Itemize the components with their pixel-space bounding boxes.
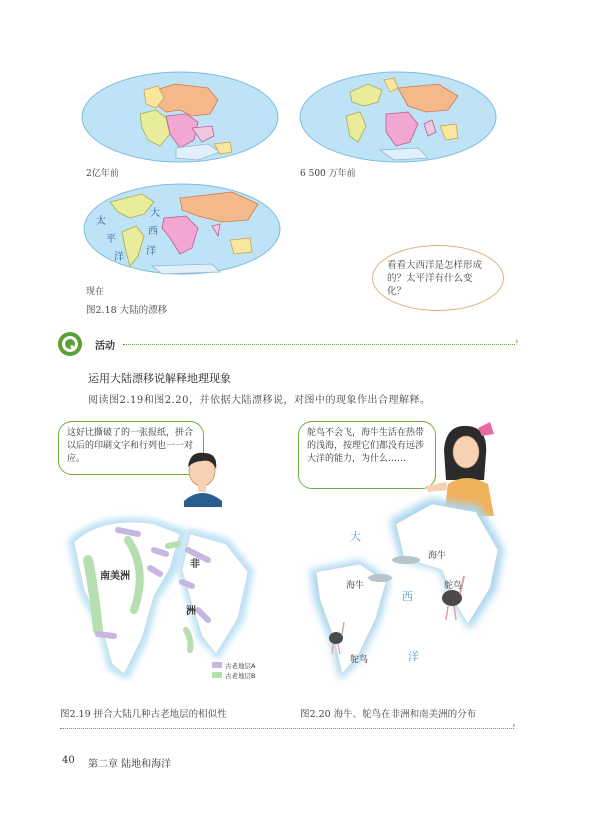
label-south-america: 南美洲 bbox=[100, 571, 130, 582]
speech-bubble-right bbox=[298, 421, 436, 489]
activity-icon bbox=[57, 331, 83, 357]
map3-label: 现在 bbox=[86, 287, 105, 297]
label-africa-2: 洲 bbox=[186, 606, 196, 617]
map-200-million-years bbox=[80, 70, 280, 165]
pacific-char-3: 洋 bbox=[114, 252, 124, 263]
speech-bubble-right-text: 鸵鸟不会飞，海牛生活在热带的浅海，按理它们都没有远涉大洋的能力，为什么…… bbox=[307, 428, 425, 464]
map1-label: 2亿年前 bbox=[86, 169, 119, 179]
legend-item-b bbox=[212, 670, 255, 680]
atlantic-char-3: 洋 bbox=[146, 246, 156, 257]
legend-swatch-a bbox=[212, 662, 222, 668]
animal-label-ostrich-africa: 鸵鸟 bbox=[444, 581, 463, 591]
activity-title: 活动 bbox=[95, 341, 115, 352]
atlantic-char-1: 大 bbox=[150, 208, 160, 219]
pacific-char-2: 平 bbox=[106, 234, 116, 245]
chevron-right-icon: › bbox=[515, 337, 519, 347]
legend bbox=[212, 660, 255, 680]
atlantic-char-2: 西 bbox=[148, 226, 158, 237]
speech-bubble-left-text: 这好比撕破了的一张报纸，拼合以后的印刷文字和行列也一一对应。 bbox=[67, 428, 194, 464]
atlantic-label-3: 洋 bbox=[408, 650, 419, 663]
map2-label: 6 500 万年前 bbox=[300, 169, 356, 179]
atlantic-label-2: 西 bbox=[402, 590, 413, 603]
chapter-title: 第二章 陆地和海洋 bbox=[88, 759, 172, 770]
figure-2-18-caption: 图2.18 大陆的漂移 bbox=[86, 305, 168, 316]
boy-illustration bbox=[176, 445, 228, 507]
manatee-icon bbox=[368, 574, 392, 582]
map-65-million-years bbox=[298, 70, 498, 165]
atlantic-label-1: 大 bbox=[350, 530, 361, 543]
animal-label-manatee-africa: 海牛 bbox=[428, 551, 447, 561]
figure-2-19-caption: 图2.19 拼合大陆几种古老地层的相似性 bbox=[60, 709, 227, 720]
thought-bubble-text: 看看大西洋是怎样形成的？太平洋有什么变化？ bbox=[387, 259, 483, 297]
animal-label-ostrich-sa: 鸵鸟 bbox=[350, 655, 369, 665]
pacific-char-1: 太 bbox=[96, 216, 106, 227]
activity-divider bbox=[123, 344, 515, 345]
legend-item-a bbox=[212, 660, 255, 670]
label-africa-1: 非 bbox=[190, 559, 200, 570]
legend-label-b: 古老地层B bbox=[225, 671, 256, 680]
figure-2-20-caption: 图2.20 海牛、鸵鸟在非洲和南美洲的分布 bbox=[300, 709, 477, 720]
legend-swatch-b bbox=[212, 672, 222, 678]
manatee-icon bbox=[392, 556, 420, 564]
activity-heading: 运用大陆漂移说解释地理现象 bbox=[88, 372, 231, 385]
page-number: 40 bbox=[62, 755, 75, 766]
chevron-right-icon: › bbox=[512, 721, 516, 731]
activity-instruction: 阅读图2.19和图2.20，并依据大陆漂移说，对图中的现象作出合理解释。 bbox=[88, 395, 431, 406]
animal-label-manatee-sa: 海牛 bbox=[346, 581, 365, 591]
legend-label-a: 古老地层A bbox=[225, 661, 256, 670]
section-divider bbox=[60, 728, 514, 729]
activity-header bbox=[57, 334, 521, 354]
thought-bubble bbox=[372, 245, 504, 311]
